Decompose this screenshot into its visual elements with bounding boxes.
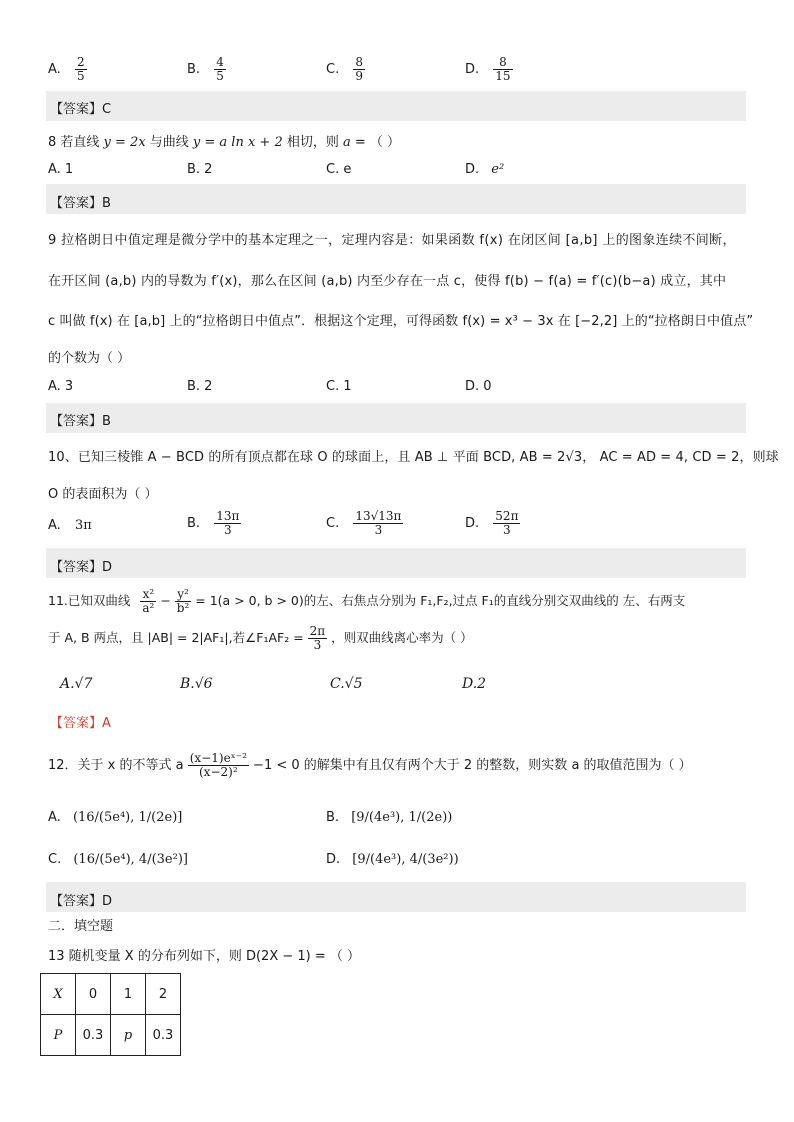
answer-bar bbox=[46, 403, 746, 433]
q9-option-b: B. 2 bbox=[187, 379, 213, 394]
q7-answer: 【答案】C bbox=[50, 102, 112, 117]
table-cell: 1 bbox=[111, 974, 146, 1015]
q12-answer: 【答案】D bbox=[50, 894, 113, 909]
q11-option-d: D.2 bbox=[462, 676, 487, 692]
table-cell: X bbox=[41, 974, 76, 1015]
q7-option-d: D. $\frac{8}{15}$ bbox=[465, 55, 511, 84]
q9-line-3: c 叫做 f(x) 在 [a,b] 上的“拉格朗日中值点”．根据这个定理，可得函数 f(x) = x³ − 3x 在 [−2,2] 上的“拉格朗日中值点” bbox=[48, 314, 754, 329]
table-cell: P bbox=[41, 1015, 76, 1056]
q10-option-d: D. $\frac{52\pi}{3}$ bbox=[465, 509, 519, 538]
table-row bbox=[41, 974, 181, 1015]
q10-option-b: B. $\frac{13\pi}{3}$ bbox=[187, 509, 240, 538]
table-row bbox=[41, 1015, 181, 1056]
q12-option-d: D. [9/(4e³), 4/(3e²)) bbox=[326, 852, 459, 867]
q9-option-c: C. 1 bbox=[326, 379, 352, 394]
table-cell: p bbox=[111, 1015, 146, 1056]
answer-bar bbox=[46, 184, 746, 214]
q12-option-b: B. [9/(4e³), 1/(2e)) bbox=[326, 810, 453, 825]
q10-answer: 【答案】D bbox=[50, 560, 113, 575]
q8-option-d: D. e² bbox=[465, 162, 505, 177]
section-title: 二．填空题 bbox=[48, 919, 114, 934]
answer-bar bbox=[46, 882, 746, 912]
table-cell: 0.3 bbox=[76, 1015, 111, 1056]
q9-line-2: 在开区间 (a,b) 内的导数为 f′(x)，那么在区间 (a,b) 内至少存在一点 c，使得 f(b) − f(a) = f′(c)(b−a) 成立，其中 bbox=[48, 274, 727, 289]
q8-option-a: A. 1 bbox=[48, 162, 74, 177]
q11-line-1: 11.已知双曲线 $\frac{\text{x²}}{\text{a²}}$ − $\frac{\text{y²}}{\text{b²}}$ = 1(a > 0, b > 0)的左、右焦点分别为 F₁,F₂,过点 F₁的直线分别交双曲线的 左、右两支 bbox=[48, 587, 686, 616]
answer-bar bbox=[46, 548, 746, 578]
answer-bar bbox=[46, 91, 746, 121]
q7-option-b: B. $\frac{4}{5}$ bbox=[187, 55, 224, 84]
q10-line-1: 10、已知三棱锥 A − BCD 的所有顶点都在球 O 的球面上，且 AB ⊥ 平面 BCD, AB = 2√3， AC = AD = 4, CD = 2，则球 bbox=[48, 450, 779, 465]
q9-option-a: A. 3 bbox=[48, 379, 74, 394]
q10-option-a: A. 3π bbox=[48, 518, 92, 533]
q8-option-b: B. 2 bbox=[187, 162, 213, 177]
q12-option-a: A. (16/(5e⁴), 1/(2e)] bbox=[48, 810, 183, 825]
q8-option-c: C. e bbox=[326, 162, 352, 177]
q9-answer: 【答案】B bbox=[50, 414, 111, 429]
q13-stem: 13 随机变量 X 的分布列如下，则 D(2X − 1) = （ ） bbox=[48, 949, 361, 964]
q11-option-a: A.√7 bbox=[60, 676, 93, 692]
q8-stem: 8 若直线 y = 2x 与曲线 y = a ln x + 2 相切，则 a = （ ） bbox=[48, 135, 401, 150]
q11-line-2: 于 A, B 两点，且 |AB| = 2|AF₁|,若∠F₁AF₂ = $\frac{2\pi}{3}$ ，则双曲线离心率为（ ） bbox=[48, 624, 473, 653]
q11-answer: 【答案】A bbox=[50, 716, 111, 731]
table-cell: 2 bbox=[146, 974, 181, 1015]
q9-option-d: D. 0 bbox=[465, 379, 492, 394]
q7-option-a: A. $\frac{2}{5}$ bbox=[48, 55, 85, 84]
q7-option-c: C. $\frac{8}{9}$ bbox=[326, 55, 363, 84]
q9-line-1: 9 拉格朗日中值定理是微分学中的基本定理之一，定理内容是：如果函数 f(x) 在闭区间 [a,b] 上的图象连续不间断， bbox=[48, 233, 736, 248]
q12-option-c: C. (16/(5e⁴), 4/(3e²)] bbox=[48, 852, 188, 867]
q9-line-4: 的个数为（ ） bbox=[48, 351, 131, 366]
table-cell: 0 bbox=[76, 974, 111, 1015]
table-cell: 0.3 bbox=[146, 1015, 181, 1056]
q8-answer: 【答案】B bbox=[50, 196, 111, 211]
q10-line-2: O 的表面积为（ ） bbox=[48, 487, 158, 502]
q10-option-c: C. $\frac{13√13\pi}{3}$ bbox=[326, 509, 402, 538]
q11-option-b: B.√6 bbox=[180, 676, 213, 692]
q12-stem: 12．关于 x 的不等式 a $\frac{\text{(x−1)eˣ⁻²}}{\text{(x−2)²}}$ −1 < 0 的解集中有且仅有两个大于 2 的整数，则实数 a 的取值范围为（ ） bbox=[48, 751, 692, 780]
distribution-table bbox=[40, 973, 181, 1056]
q11-option-c: C.√5 bbox=[330, 676, 363, 692]
